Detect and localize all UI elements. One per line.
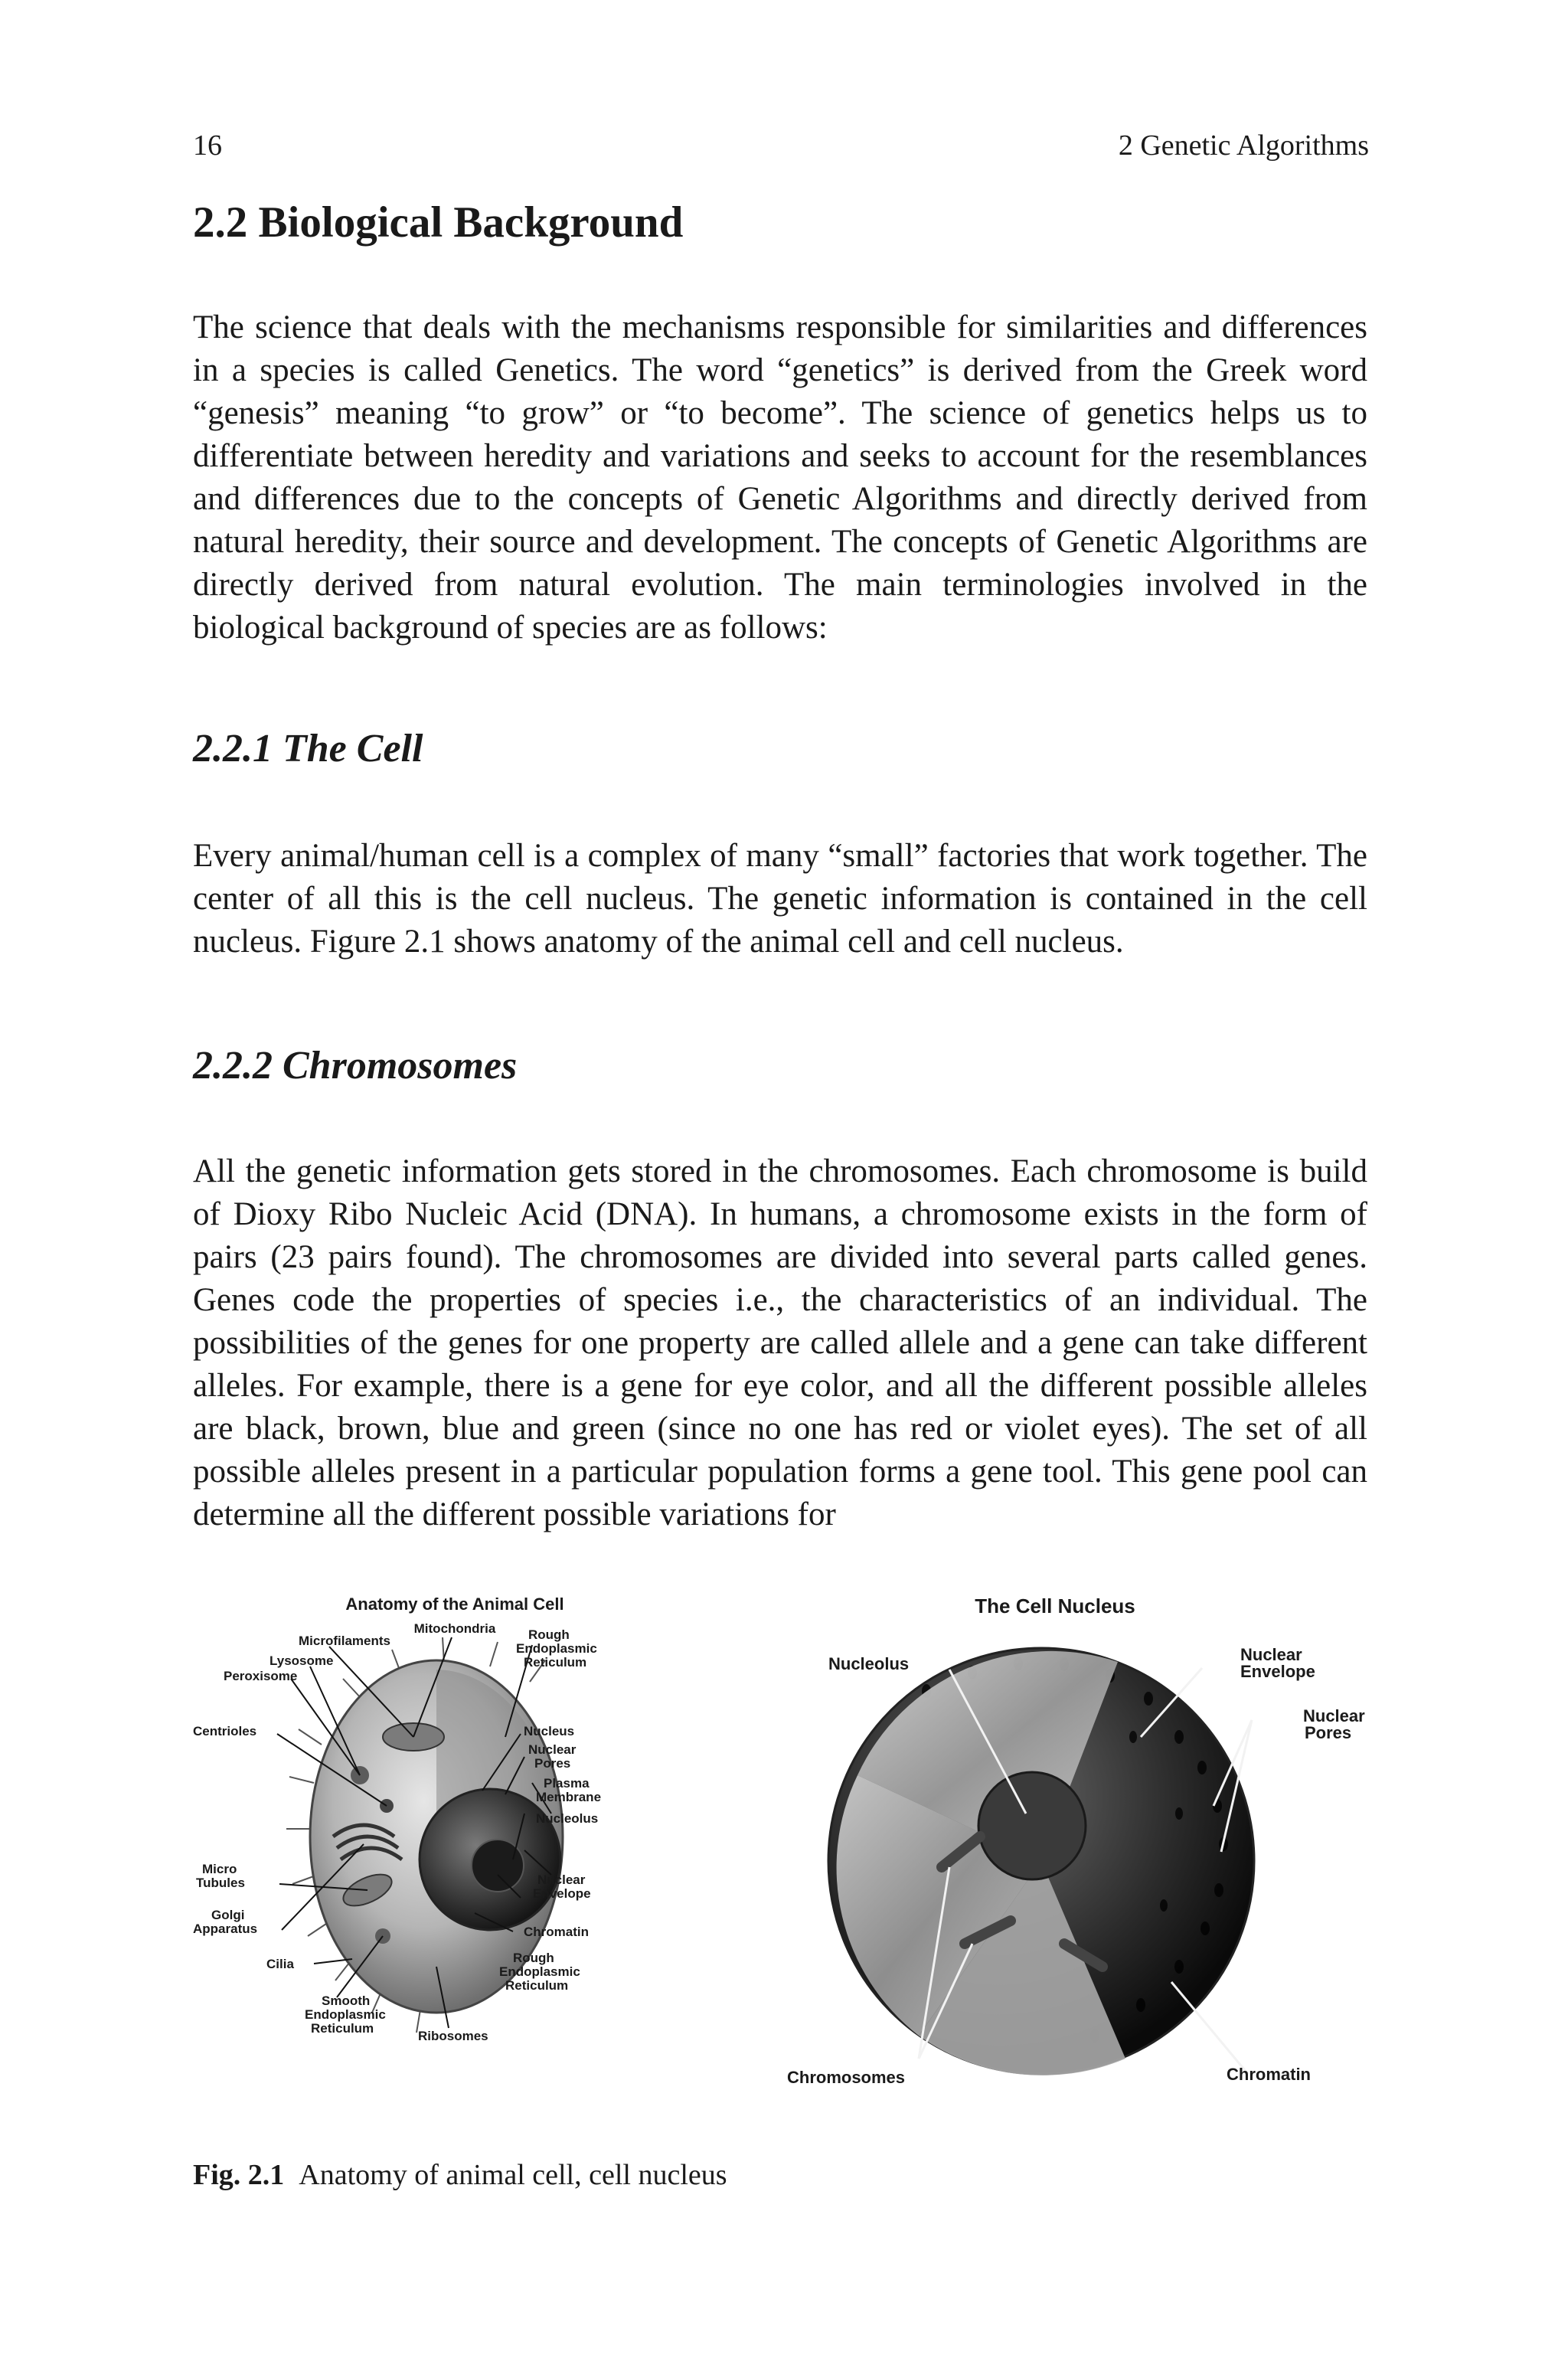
label-plasma-1: Plasma	[544, 1776, 590, 1791]
label-golgi-2: Apparatus	[193, 1922, 258, 1936]
label-nuclear-envelope-1: Nuclear	[537, 1872, 586, 1887]
label-micro-tubules-1: Micro	[202, 1862, 237, 1876]
label-rough-er-1: Rough	[528, 1627, 570, 1642]
label-smooth-er-2: Endoplasmic	[305, 2007, 386, 2022]
label-nucleolus: Nucleolus	[536, 1811, 599, 1826]
label-plasma-2: Membrane	[536, 1790, 602, 1804]
label-cilia: Cilia	[266, 1957, 294, 1971]
label-micro-tubules-2: Tubules	[196, 1876, 245, 1890]
subsection-chromosomes-paragraph: All the genetic information gets stored in the chromosomes. Each chromosome is build of Dioxy Ribo Nucleic Acid (DNA). In humans, a chromosome exists in the form of pairs (23 pairs found). The chromosomes are divided into several parts called genes. Genes code the properties of species i.e., the characteristics of an individual. The possibilities of the genes for one property are called allele and a gene can take different alleles. For example, there is a gene for eye color, and all the different possible alleles are black, brown, blue and green (since no one has red or violet eyes). The set of all possible alleles present in a particular population forms a gene tool. This gene pool can determine all the different possible variations for	[193, 1153, 1367, 1532]
cell-nucleus-title: The Cell Nucleus	[975, 1594, 1135, 1617]
label-smooth-er-1: Smooth	[322, 1994, 371, 2008]
label-chromatin: Chromatin	[524, 1925, 589, 1939]
animal-cell-title: Anatomy of the Animal Cell	[345, 1594, 564, 1614]
label-nuclear-pores-1: Nuclear	[528, 1742, 577, 1757]
label-microfilaments: Microfilaments	[299, 1634, 390, 1648]
figure-caption	[193, 2158, 727, 2192]
nucleus-label-envelope-2: Envelope	[1240, 1662, 1315, 1681]
figure-caption-label: Fig. 2.1	[193, 2159, 285, 2191]
figure-2-1	[184, 1584, 1378, 2143]
subsection-chromosomes-title: 2.2.2 Chromosomes	[193, 1044, 518, 1088]
nucleus-label-envelope-1: Nuclear	[1240, 1645, 1302, 1664]
cell-nucleus-diagram	[787, 1594, 1365, 2087]
nucleus-label-pores-2: Pores	[1305, 1723, 1352, 1742]
label-peroxisome: Peroxisome	[224, 1669, 298, 1683]
label-rough-er-b-2: Endoplasmic	[499, 1964, 580, 1979]
label-rough-er-b-1: Rough	[513, 1951, 554, 1965]
section-paragraph: The science that deals with the mechanisms responsible for similarities and differences in a species is called Genetics. The word “genetics” is derived from the Greek word “genesis” meaning “to grow” or “to become”. The science of genetics helps us to differentiate between heredity and variations and seeks to account for the resemblances and differences due to the concepts of Genetic Algorithms and directly derived from natural heredity, their source and development. The concepts of Genetic Algorithms are directly derived from natural evolution. The main terminologies involved in the biological background of species are as follows:	[193, 309, 1367, 646]
label-nuclear-pores-2: Pores	[534, 1756, 571, 1771]
label-rough-er-3: Reticulum	[524, 1655, 587, 1670]
label-ribosomes: Ribosomes	[418, 2029, 488, 2043]
label-mitochondria: Mitochondria	[413, 1621, 496, 1636]
label-nucleus: Nucleus	[524, 1724, 575, 1738]
label-smooth-er-3: Reticulum	[311, 2021, 374, 2036]
label-golgi-1: Golgi	[211, 1908, 245, 1922]
label-centrioles: Centrioles	[193, 1724, 257, 1738]
label-nuclear-envelope-2: Envelope	[533, 1886, 591, 1901]
nucleolus-body	[978, 1772, 1086, 1879]
running-head: 2 Genetic Algorithms	[1118, 129, 1369, 162]
figure-caption-text: Anatomy of animal cell, cell nucleus	[299, 2159, 727, 2191]
page-number: 16	[193, 129, 222, 162]
nucleus-label-nucleolus: Nucleolus	[828, 1654, 910, 1673]
subsection-cell-title: 2.2.1 The Cell	[193, 727, 423, 770]
nucleus-label-pores-1: Nuclear	[1303, 1706, 1365, 1725]
nucleus-label-chromatin: Chromatin	[1227, 2065, 1311, 2084]
label-rough-er-2: Endoplasmic	[516, 1641, 597, 1656]
subsection-cell-paragraph: Every animal/human cell is a complex of many “small” factories that work together. The center of all this is the cell nucleus. The genetic information is contained in the cell nucleus. Figure 2.1 shows anatomy of the animal cell and cell nucleus.	[193, 838, 1367, 960]
section-title: 2.2 Biological Background	[193, 198, 684, 247]
label-rough-er-b-3: Reticulum	[505, 1978, 569, 1993]
nucleus-label-chromosomes: Chromosomes	[787, 2068, 906, 2087]
animal-cell-diagram	[193, 1594, 601, 2043]
label-lysosome: Lysosome	[270, 1653, 334, 1668]
